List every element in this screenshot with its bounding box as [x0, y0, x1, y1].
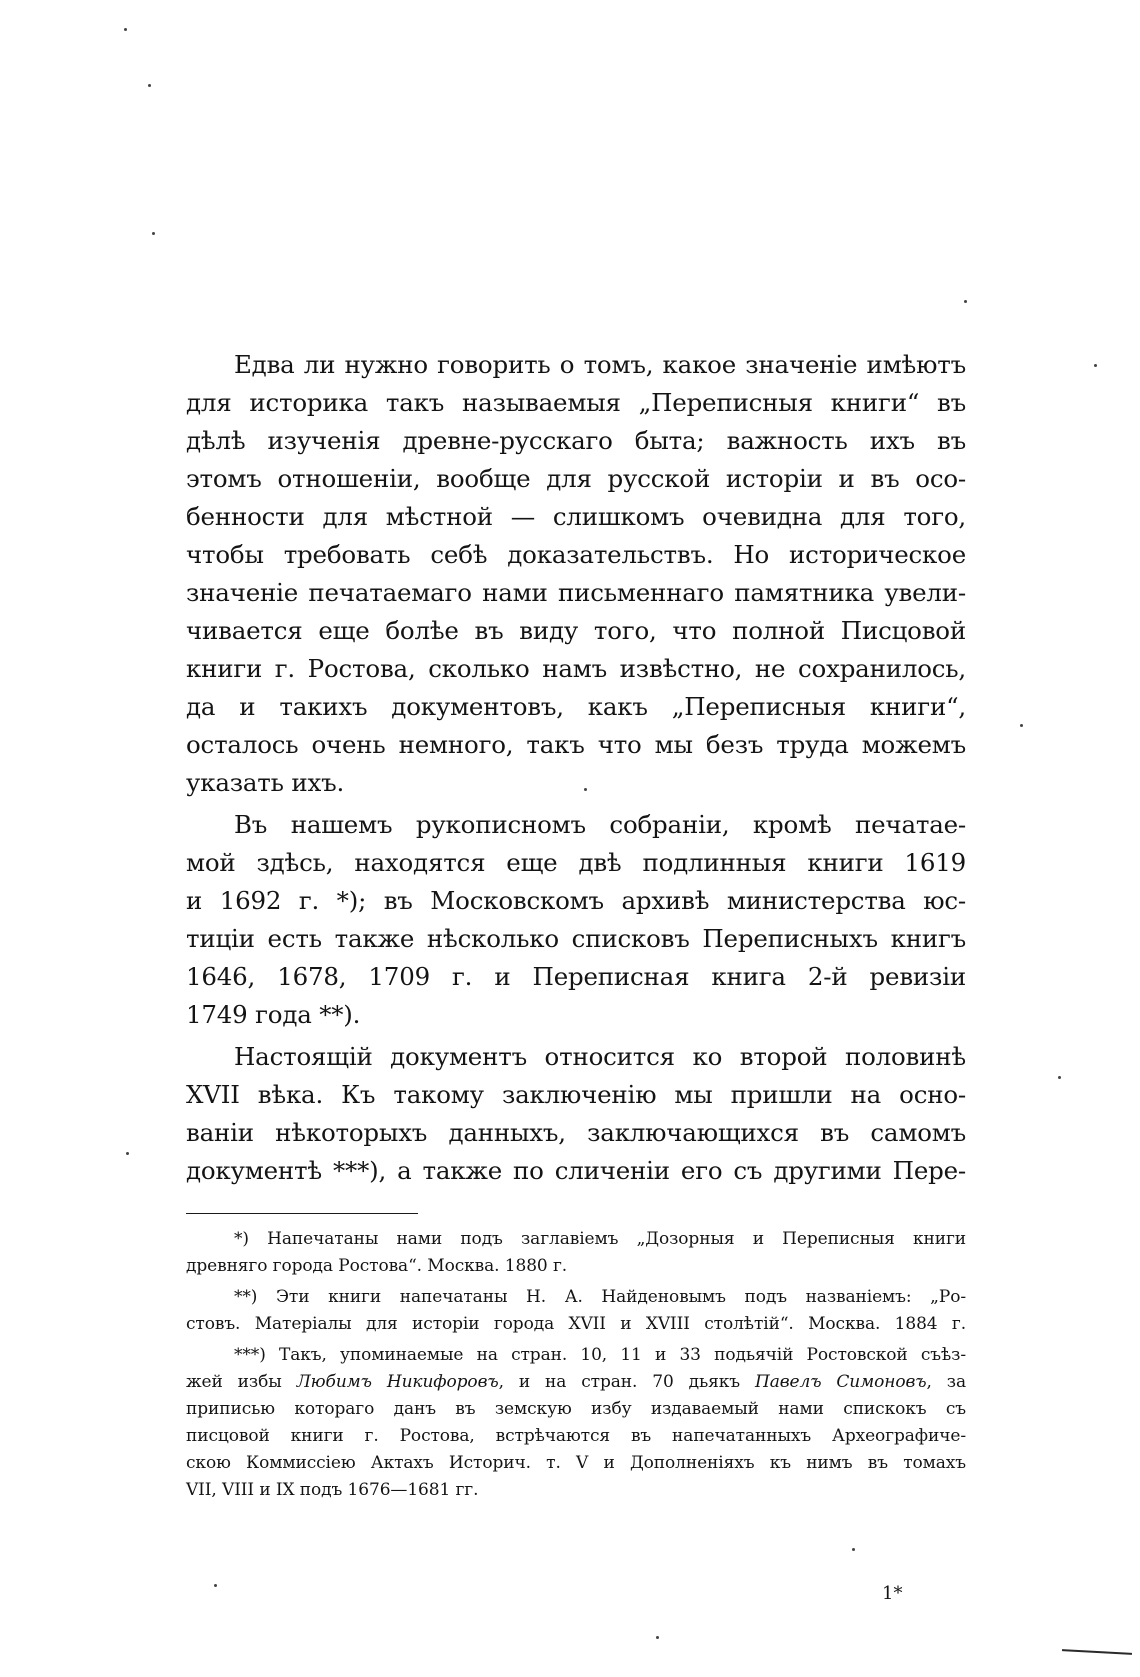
text-line: дѣлѣ изученія древне-русскаго быта; важность ихъ въ — [186, 426, 966, 455]
text-line: ваніи нѣкоторыхъ данныхъ, заключающихся въ самомъ — [186, 1118, 966, 1147]
person-name: Павелъ Симоновъ — [754, 1372, 927, 1392]
footnote-text: , и на стран. 70 дьякъ — [498, 1372, 741, 1392]
scan-speck — [1058, 1076, 1061, 1079]
footnote-line: ***) Такъ, упоминаемые на стран. 10, 11 и 33 подьячій Ростовской съѣз- — [234, 1345, 966, 1365]
text-line: XVII вѣка. Къ такому заключенію мы пришли на осно- — [186, 1080, 966, 1109]
footnote-text: , за — [926, 1372, 966, 1392]
text-line: указать ихъ. — [186, 768, 345, 797]
footnote-line — [186, 1369, 966, 1396]
scan-speck — [148, 84, 151, 87]
scan-speck — [964, 300, 967, 303]
text-line: мой здѣсь, находятся еще двѣ подлинныя книги 1619 — [186, 848, 966, 877]
footnote-line: приписью котораго данъ въ земскую избу издаваемый нами спискокъ съ — [186, 1399, 966, 1419]
scan-speck — [124, 28, 127, 31]
text-line: осталось очень немного, такъ что мы безъ труда можемъ — [186, 730, 966, 759]
text-line: книги г. Ростова, сколько намъ извѣстно, не сохранилось, — [186, 654, 966, 683]
scan-speck — [214, 1584, 217, 1587]
text-line: да и такихъ документовъ, какъ „Переписныя книги“, — [186, 692, 966, 721]
footnote-line: **) Эти книги напечатаны Н. А. Найденовымъ подъ названіемъ: „Ро- — [234, 1287, 966, 1307]
text-line: чивается еще болѣе въ виду того, что полной Писцовой — [186, 616, 966, 645]
footnote-line: писцовой книги г. Ростова, встрѣчаются въ напечатанныхъ Археографиче- — [186, 1426, 966, 1446]
scan-speck — [152, 232, 155, 235]
text-line: Въ нашемъ рукописномъ собраніи, кромѣ печатае- — [234, 810, 966, 839]
text-line: документѣ ***), а также по сличеніи его съ другими Пере- — [186, 1156, 966, 1185]
person-name: Любимъ Никифоровъ — [296, 1372, 499, 1392]
text-line: значеніе печатаемаго нами письменнаго памятника увели- — [186, 578, 966, 607]
text-line: чтобы требовать себѣ доказательствъ. Но историческое — [186, 540, 966, 569]
text-line: этомъ отношеніи, вообще для русской исторіи и въ осо- — [186, 464, 966, 493]
text-line: Настоящій документъ относится ко второй половинѣ — [234, 1042, 966, 1071]
text-line: бенности для мѣстной — слишкомъ очевидна для того, — [186, 502, 966, 531]
scan-speck — [584, 788, 587, 791]
footnote-line: стовъ. Матеріалы для исторіи города XVII и XVIII столѣтій“. Москва. 1884 г. — [186, 1314, 966, 1334]
footnote-text: жей избы — [186, 1372, 282, 1392]
footnote-separator — [186, 1213, 418, 1214]
text-line: 1749 года **). — [186, 1000, 361, 1029]
text-line: Едва ли нужно говорить о томъ, какое значеніе имѣютъ — [234, 350, 966, 379]
text-line: тиціи есть также нѣсколько списковъ Переписныхъ книгъ — [186, 924, 966, 953]
scan-speck — [1094, 364, 1097, 367]
scan-speck — [656, 1636, 659, 1639]
scan-scratch — [1062, 1649, 1132, 1654]
scan-speck — [852, 1548, 855, 1551]
footnote-line: скою Коммиссіею Актахъ Историч. т. V и Дополненіяхъ къ нимъ въ томахъ — [186, 1453, 966, 1473]
page-number: 1* — [882, 1583, 903, 1604]
scan-speck — [1020, 724, 1023, 727]
footnote-line: древняго города Ростова“. Москва. 1880 г. — [186, 1256, 568, 1276]
footnote-line: VII, VIII и IX подъ 1676—1681 гг. — [186, 1480, 479, 1500]
text-line: 1646, 1678, 1709 г. и Переписная книга 2-й ревизіи — [186, 962, 966, 991]
footnote-line: *) Напечатаны нами подъ заглавіемъ „Дозорныя и Переписныя книги — [234, 1229, 966, 1249]
scan-speck — [126, 1152, 129, 1155]
text-line: и 1692 г. *); въ Московскомъ архивѣ министерства юс- — [186, 886, 966, 915]
text-line: для историка такъ называемыя „Переписныя книги“ въ — [186, 388, 966, 417]
